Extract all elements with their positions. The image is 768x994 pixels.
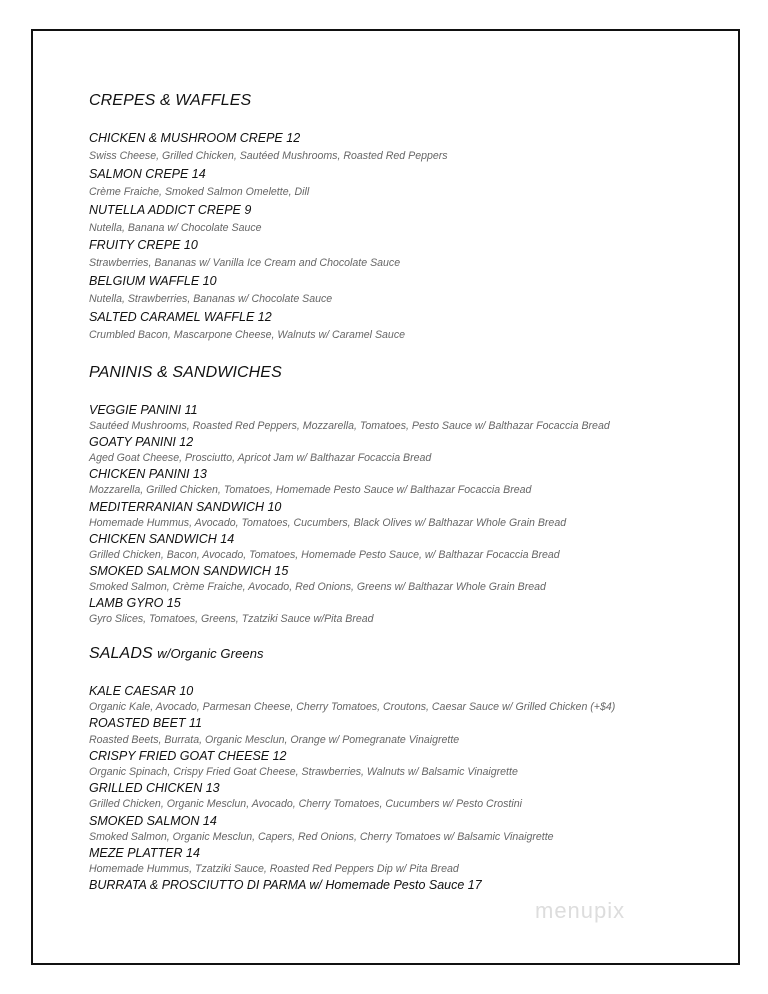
menu-item-name: CHICKEN SANDWICH 14 (89, 531, 235, 546)
section-title-text: PANINIS & SANDWICHES (89, 364, 282, 381)
section-title (89, 92, 448, 110)
section-title (89, 645, 615, 663)
section-title-text: SALADS (89, 645, 153, 662)
menu-item-description: Smoked Salmon, Organic Mesclun, Capers, Red Onions, Cherry Tomatoes w/ Balsamic Vinaigrette (89, 830, 554, 843)
menu-item-description: Gyro Slices, Tomatoes, Greens, Tzatziki Sauce w/Pita Bread (89, 613, 374, 626)
menu-item (89, 877, 615, 893)
menu-item (89, 595, 610, 627)
menu-item-description: Grilled Chicken, Bacon, Avocado, Tomatoes, Homemade Pesto Sauce, w/ Balthazar Focaccia Bread (89, 548, 560, 561)
menu-item-name: LAMB GYRO 15 (89, 596, 181, 611)
section-title-text: CREPES & WAFFLES (89, 92, 252, 109)
menu-item-name: GOATY PANINI 12 (89, 435, 194, 450)
menu-item (89, 813, 615, 845)
menu-item (89, 748, 615, 780)
menu-item (89, 683, 615, 715)
menu-item-name: ROASTED BEET 11 (89, 716, 202, 731)
section-crepes-waffles (89, 92, 448, 345)
menu-item (89, 466, 610, 498)
menupix-watermark: menupix (535, 898, 626, 923)
menu-item-name: SALTED CARAMEL WAFFLE 12 (89, 310, 272, 325)
menu-item-description: Mozzarella, Grilled Chicken, Tomatoes, Homemade Pesto Sauce w/ Balthazar Focaccia Bread (89, 484, 532, 497)
menu-item-list (89, 402, 610, 627)
menu-item-name: VEGGIE PANINI 11 (89, 403, 198, 417)
menu-item (89, 130, 448, 166)
menu-item (89, 780, 615, 812)
menu-item-list (89, 130, 448, 345)
menu-item-description: Sautéed Mushrooms, Roasted Red Peppers, Mozzarella, Tomatoes, Pesto Sauce w/ Balthazar Focaccia Bread (89, 420, 610, 433)
menu-item-description: Organic Kale, Avocado, Parmesan Cheese, Cherry Tomatoes, Croutons, Caesar Sauce w/ Grilled Chicken (+$4) (89, 701, 616, 714)
menu-item-name: BELGIUM WAFFLE 10 (89, 274, 217, 289)
menu-item-name: KALE CAESAR 10 (89, 684, 194, 698)
menu-item-name: GRILLED CHICKEN 13 (89, 781, 220, 796)
menu-item-name: SMOKED SALMON 14 (89, 813, 217, 828)
menu-item-description: Organic Spinach, Crispy Fried Goat Cheese, Strawberries, Walnuts w/ Balsamic Vinaigrette (89, 766, 518, 779)
menu-item (89, 434, 610, 466)
menu-item (89, 273, 448, 309)
menu-item-name: MEDITERRANIAN SANDWICH 10 (89, 499, 282, 514)
menu-item (89, 499, 610, 531)
menu-item (89, 309, 448, 345)
section-subtitle: w/Organic Greens (157, 646, 264, 661)
menu-item-name: CHICKEN & MUSHROOM CREPE 12 (89, 131, 301, 145)
menu-item-description: Nutella, Banana w/ Chocolate Sauce (89, 221, 262, 234)
menu-item (89, 166, 448, 202)
menu-item-description: Crème Fraiche, Smoked Salmon Omelette, Dill (89, 185, 310, 198)
menu-item-description: Grilled Chicken, Organic Mesclun, Avocado, Cherry Tomatoes, Cucumbers w/ Pesto Crostini (89, 798, 522, 811)
section-salads (89, 645, 615, 894)
menu-item-name: MEZE PLATTER 14 (89, 846, 200, 861)
menu-item (89, 237, 448, 273)
menu-item-list (89, 683, 615, 894)
menu-item-description: Nutella, Strawberries, Bananas w/ Chocolate Sauce (89, 293, 333, 306)
section-paninis-sandwiches (89, 364, 610, 627)
menu-item-name: CRISPY FRIED GOAT CHEESE 12 (89, 748, 287, 763)
menu-item (89, 845, 615, 877)
section-title (89, 364, 610, 382)
menu-item-description: Aged Goat Cheese, Prosciutto, Apricot Jam w/ Balthazar Focaccia Bread (89, 452, 432, 465)
menu-item-description: Homemade Hummus, Avocado, Tomatoes, Cucumbers, Black Olives w/ Balthazar Whole Grain Bread (89, 516, 567, 529)
menu-item-description: Smoked Salmon, Crème Fraiche, Avocado, Red Onions, Greens w/ Balthazar Whole Grain Bread (89, 581, 546, 594)
menu-item (89, 202, 448, 238)
menu-item (89, 531, 610, 563)
menu-item-name: CHICKEN PANINI 13 (89, 467, 207, 482)
menu-item (89, 402, 610, 434)
menu-item-name: FRUITY CREPE 10 (89, 238, 198, 253)
menu-item-description: Strawberries, Bananas w/ Vanilla Ice Cream and Chocolate Sauce (89, 257, 401, 270)
menu-item-name: NUTELLA ADDICT CREPE 9 (89, 202, 252, 217)
menu-item (89, 563, 610, 595)
menu-item-description: Crumbled Bacon, Mascarpone Cheese, Walnuts w/ Caramel Sauce (89, 328, 406, 341)
menu-item (89, 715, 615, 747)
menu-item-name: SALMON CREPE 14 (89, 166, 206, 181)
menu-item-description: Roasted Beets, Burrata, Organic Mesclun, Orange w/ Pomegranate Vinaigrette (89, 733, 460, 746)
menu-item-description: Swiss Cheese, Grilled Chicken, Sautéed Mushrooms, Roasted Red Peppers (89, 149, 448, 162)
menu-item-description: Homemade Hummus, Tzatziki Sauce, Roasted Red Peppers Dip w/ Pita Bread (89, 863, 459, 876)
menu-item-name: SMOKED SALMON SANDWICH 15 (89, 563, 289, 578)
menu-item-name: BURRATA & PROSCIUTTO DI PARMA w/ Homemade Pesto Sauce 17 (89, 878, 482, 893)
